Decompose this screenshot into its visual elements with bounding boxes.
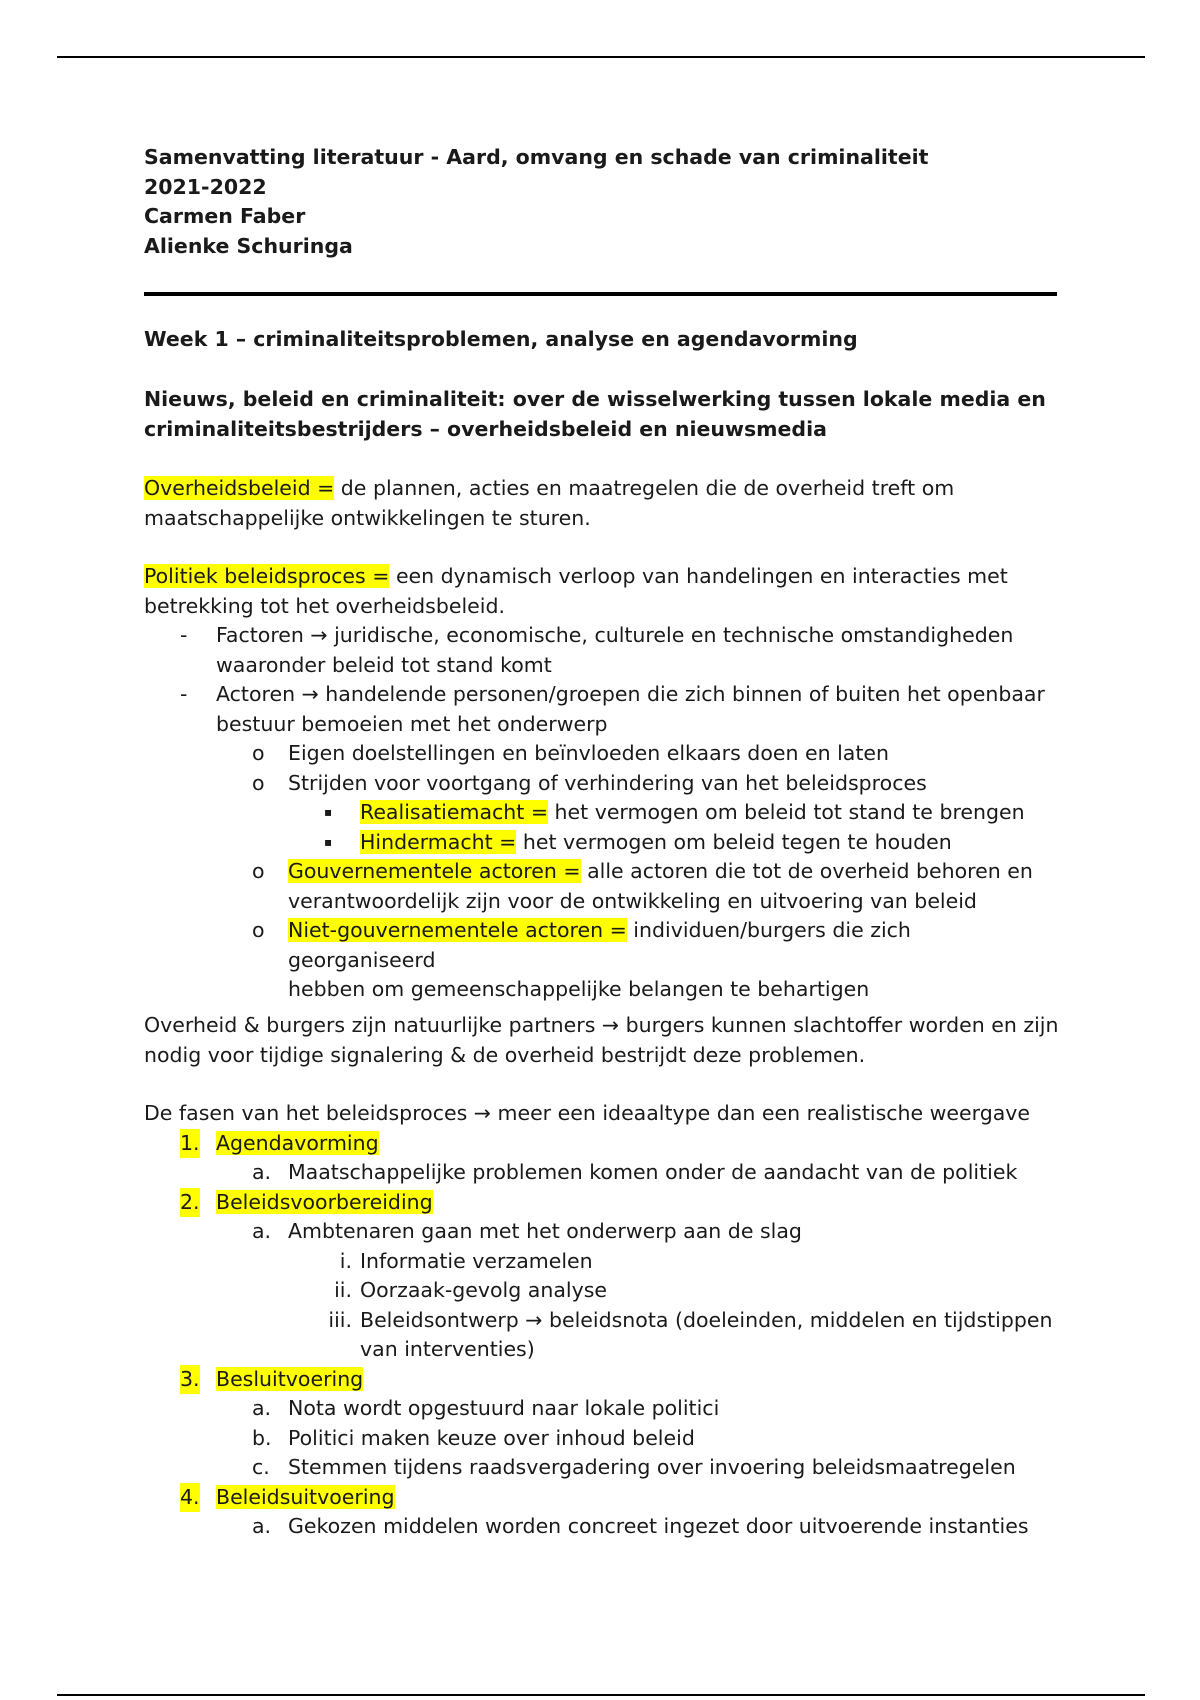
circle-marker: o: [252, 918, 265, 942]
letter-marker: a.: [252, 1514, 272, 1538]
letter-marker: a.: [252, 1396, 272, 1420]
phase-number: 3.: [180, 1365, 200, 1395]
list-item-hindermacht: ▪ Hindermacht = het vermogen om beleid tegen te houden: [144, 828, 1064, 858]
list-item-p3b: b. Politici maken keuze over inhoud beleid: [144, 1424, 1064, 1454]
section-heading: Nieuws, beleid en criminaliteit: over de wisselwerking tussen lokale media en criminaliteitsbestrijders – overheidsbeleid en nieuwsmedia: [144, 387, 1046, 441]
list-item-doelstellingen: o Eigen doelstellingen en beïnvloeden elkaars doen en laten: [144, 739, 1064, 769]
term-highlight: Niet-gouvernementele actoren =: [288, 918, 627, 942]
phase-beleidsvoorbereiding: [144, 1188, 1064, 1218]
term-highlight: Hindermacht =: [360, 829, 517, 854]
phase-number: 1.: [180, 1129, 200, 1159]
term-highlight: Gouvernementele actoren =: [288, 859, 581, 883]
list-item-actoren: - Actoren → handelende personen/groepen die zich binnen of buiten het openbaar bestuur bemoeien met het onderwerp: [180, 682, 1045, 736]
definition-politiek-beleidsproces: Politiek beleidsproces = een dynamisch verloop van handelingen en interacties met betrekking tot het overheidsbeleid. - Factoren → juridische, economische, culturele en technische omstandigheden waaronder beleid tot stand komt - Actoren → handelende personen/groepen die zich binnen of buiten het openbaar bestuur bemoeien met het onderwerp o Eigen doelstellingen en beïnvloeden elkaars doen en laten o Strijden voor voortgang of verhindering van het beleidsproces ▪ Realisatiemacht = het vermogen om beleid tot stand te brengen ▪ Hindermacht = het vermogen om beleid tegen te houden o Gouvernementele actoren = alle actoren die tot de overheid behoren en verantwoordelijk zijn voor de ontwikkeling en uitvoering van beleid o Niet-gouvernementele actoren = individuen/burgers die zich georganiseerd hebben om gemeenschappelijke belangen te behartigen: [144, 562, 1064, 1005]
phases-section: [144, 1099, 1064, 1542]
circle-marker: o: [252, 859, 265, 883]
circle-marker: o: [252, 741, 265, 765]
author-2: Alienke Schuringa: [144, 233, 353, 258]
roman-marker: iii.: [328, 1307, 352, 1332]
roman-marker: ii.: [334, 1278, 352, 1302]
list-item-p4a: a. Gekozen middelen worden concreet ingezet door uitvoerende instanties: [144, 1512, 1064, 1542]
phase-label: Beleidsuitvoering: [216, 1484, 395, 1509]
dash-marker: -: [180, 682, 188, 706]
dash-marker: -: [180, 623, 188, 647]
letter-marker: c.: [252, 1455, 270, 1479]
document-title: Samenvatting literatuur - Aard, omvang en schade van criminaliteit: [144, 145, 929, 169]
phase-number: 2.: [180, 1188, 200, 1218]
phase-label: Beleidsvoorbereiding: [216, 1189, 433, 1214]
definition-overheidsbeleid: Overheidsbeleid = de plannen, acties en maatregelen die de overheid treft om maatschappelijke ontwikkelingen te sturen.: [144, 476, 955, 530]
roman-marker: i.: [339, 1248, 352, 1273]
letter-marker: a.: [252, 1219, 272, 1243]
square-bullet-icon: ▪: [324, 834, 333, 849]
phases-intro: De fasen van het beleidsproces → meer een ideaaltype dan een realistische weergave: [144, 1101, 1031, 1125]
list-item-p3a: a. Nota wordt opgestuurd naar lokale politici: [144, 1394, 1064, 1424]
document-header: [144, 143, 1064, 261]
author-1: Carmen Faber: [144, 204, 306, 228]
circle-marker: o: [252, 770, 265, 795]
list-item-gouvernementele-actoren: o Gouvernementele actoren = alle actoren die tot de overheid behoren en verantwoordelijk zijn voor de ontwikkeling en uitvoering van beleid: [252, 859, 1033, 913]
list-item-factoren: - Factoren → juridische, economische, culturele en technische omstandigheden waaronder beleid tot stand komt: [180, 623, 1014, 677]
list-item-strijden: o Strijden voor voortgang of verhindering van het beleidsproces: [144, 769, 1064, 799]
list-item-p2ii: ii. Oorzaak-gevolg analyse: [144, 1276, 1064, 1306]
square-bullet-icon: ▪: [324, 805, 333, 819]
phase-agendavorming: [144, 1129, 1064, 1159]
page-bottom-rule: [57, 1694, 1145, 1696]
phase-besluitvoering: [144, 1365, 1064, 1395]
phase-number: 4.: [180, 1483, 200, 1513]
list-item-p2iii: iii. Beleidsontwerp → beleidsnota (doeleinden, middelen en tijdstippen van interventies): [144, 1306, 1064, 1365]
document-year: 2021-2022: [144, 174, 267, 199]
phase-label: Besluitvoering: [216, 1366, 364, 1391]
term-highlight: Realisatiemacht =: [360, 800, 549, 824]
letter-marker: b.: [252, 1425, 272, 1450]
list-item-p2i: i. Informatie verzamelen: [144, 1247, 1064, 1277]
list-item-niet-gouvernementele-actoren: o Niet-gouvernementele actoren = individuen/burgers die zich georganiseerd hebben om gemeenschappelijke belangen te behartigen: [252, 918, 911, 1001]
list-item-p2a: a. Ambtenaren gaan met het onderwerp aan de slag: [144, 1217, 1064, 1247]
phase-label: Agendavorming: [216, 1130, 379, 1155]
week-heading: Week 1 – criminaliteitsproblemen, analyse en agendavorming: [144, 327, 858, 351]
paragraph-partners: Overheid & burgers zijn natuurlijke partners → burgers kunnen slachtoffer worden en zijn nodig voor tijdige signalering & de overheid bestrijdt deze problemen.: [144, 1013, 1059, 1067]
term-highlight: Overheidsbeleid =: [144, 476, 335, 500]
page-top-rule: [57, 56, 1145, 58]
list-item-p3c: c. Stemmen tijdens raadsvergadering over invoering beleidsmaatregelen: [144, 1453, 1064, 1483]
phase-beleidsuitvoering: [144, 1483, 1064, 1513]
term-highlight: Politiek beleidsproces =: [144, 564, 390, 588]
header-divider: [144, 292, 1057, 296]
letter-marker: a.: [252, 1160, 272, 1184]
list-item-realisatiemacht: ▪ Realisatiemacht = het vermogen om beleid tot stand te brengen: [144, 798, 1064, 828]
list-item-p1a: a. Maatschappelijke problemen komen onder de aandacht van de politiek: [144, 1158, 1064, 1188]
